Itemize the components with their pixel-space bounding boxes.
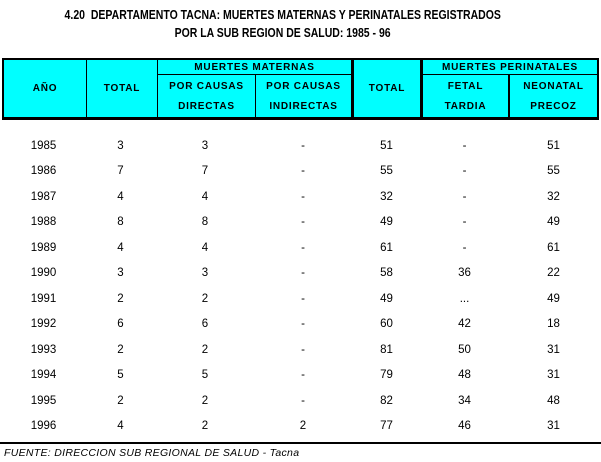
table-cell: 2	[201, 394, 209, 407]
table-cell: 1988	[30, 216, 57, 229]
table-cell: 31	[547, 420, 560, 433]
table-cell: 2	[201, 420, 209, 433]
table-cell: 2	[299, 420, 307, 433]
table-row	[2, 337, 599, 363]
table-row	[2, 133, 599, 159]
table-cell: 58	[380, 267, 393, 280]
title-line-1	[0, 6, 565, 24]
table-row	[2, 363, 599, 389]
table-row	[2, 210, 599, 236]
table-cell: 42	[458, 318, 471, 331]
table-cell: 49	[380, 216, 393, 229]
header-cell-causas-directas	[158, 75, 256, 117]
footer-source-note: FUENTE: DIRECCION SUB REGIONAL DE SALUD - Tacna	[0, 442, 601, 459]
table-cell: 2	[117, 394, 124, 407]
table-cell: 46	[458, 420, 471, 433]
table-cell: 2	[201, 292, 209, 305]
table-cell: 61	[547, 241, 560, 254]
table-cell: 34	[458, 394, 471, 407]
table-cell: 2	[117, 343, 124, 356]
table-cell: 55	[547, 165, 560, 178]
table-cell: 51	[547, 139, 560, 152]
table-cell: 1992	[30, 318, 57, 331]
header-cell-neonatal-precoz	[510, 75, 597, 117]
table-cell: -	[462, 139, 467, 152]
table-cell: 7	[201, 165, 209, 178]
table-row	[2, 388, 599, 414]
header-cell-total-perinatales: TOTAL	[354, 60, 423, 117]
table-cell: 8	[201, 216, 209, 229]
table-cell: 4	[117, 420, 124, 433]
table-cell: 4	[201, 241, 209, 254]
table-cell: 79	[380, 369, 393, 382]
table-row	[2, 261, 599, 287]
table-cell: 49	[547, 292, 560, 305]
table-cell: -	[301, 292, 305, 305]
table-cell: 5	[201, 369, 209, 382]
table-cell: 1996	[30, 420, 57, 433]
table-cell: 5	[117, 369, 124, 382]
table-cell: 18	[547, 318, 560, 331]
table-title	[0, 6, 565, 42]
table-cell: 8	[117, 216, 124, 229]
table-cell: 4	[117, 241, 124, 254]
table-cell: -	[301, 394, 305, 407]
table-cell: 22	[547, 267, 560, 280]
table-cell: 50	[458, 343, 471, 356]
table-cell: 77	[380, 420, 393, 433]
table-cell: -	[301, 216, 305, 229]
table-cell: -	[301, 190, 305, 203]
header-cell-fetal-tardia	[423, 75, 510, 117]
table-cell: -	[301, 241, 305, 254]
table-cell: 31	[547, 343, 560, 356]
header-cell-causas-indirectas-line1: POR CAUSAS	[266, 80, 341, 92]
table-cell: 4	[201, 190, 209, 203]
table-cell: 1994	[30, 369, 57, 382]
table-cell: 3	[117, 139, 124, 152]
table-row	[2, 286, 599, 312]
table-cell: 48	[458, 369, 471, 382]
header-cell-causas-directas-line2: DIRECTAS	[178, 100, 235, 112]
table-cell: -	[301, 343, 305, 356]
table-cell: 1989	[30, 241, 57, 254]
table-row	[2, 312, 599, 338]
header-cell-neonatal-precoz-line1: NEONATAL	[523, 80, 584, 92]
table-cell: -	[462, 216, 467, 229]
header-cell-fetal-tardia-line2: TARDIA	[444, 100, 487, 112]
table-row	[2, 235, 599, 261]
header-group-muertes-maternas: MUERTES MATERNAS	[158, 60, 354, 75]
table-cell: 6	[201, 318, 209, 331]
table-cell: -	[462, 241, 467, 254]
table-cell: -	[301, 267, 305, 280]
header-cell-fetal-tardia-line1: FETAL	[447, 80, 484, 92]
table-row	[2, 184, 599, 210]
header-cell-neonatal-precoz-line2: PRECOZ	[530, 100, 577, 112]
table-cell: 31	[547, 369, 560, 382]
table-cell: 3	[201, 139, 209, 152]
table-cell: -	[301, 318, 305, 331]
table-cell: -	[301, 139, 305, 152]
table-cell: 32	[547, 190, 560, 203]
table-cell: -	[462, 165, 467, 178]
table-cell: 32	[380, 190, 393, 203]
table-cell: 3	[117, 267, 124, 280]
header-cell-causas-directas-line1: POR CAUSAS	[169, 80, 244, 92]
header-cell-ano: AÑO	[4, 60, 87, 117]
table-cell: 82	[380, 394, 393, 407]
table-cell: 61	[380, 241, 393, 254]
table-cell: 49	[380, 292, 393, 305]
title-line-2	[0, 24, 565, 42]
table-cell: 36	[458, 267, 471, 280]
table-cell: 1995	[30, 394, 57, 407]
table-cell: -	[462, 190, 467, 203]
table-cell: 4	[117, 190, 124, 203]
table-cell: 2	[201, 343, 209, 356]
header-cell-causas-indirectas	[256, 75, 354, 117]
header-group-muertes-perinatales: MUERTES PERINATALES	[423, 60, 597, 75]
table-cell: 1993	[30, 343, 57, 356]
table-row	[2, 414, 599, 440]
table-cell: 3	[201, 267, 209, 280]
header-cell-total-maternas: TOTAL	[87, 60, 158, 117]
table-header	[2, 58, 599, 120]
table-cell: 51	[380, 139, 393, 152]
title-line-2-text: POR LA SUB REGION DE SALUD: 1985 - 96	[174, 26, 391, 40]
table-cell: 1991	[30, 292, 57, 305]
table-cell: 1987	[30, 190, 57, 203]
table-cell: 60	[380, 318, 393, 331]
table-cell: 55	[380, 165, 393, 178]
table-body	[2, 122, 599, 439]
table-cell: 1986	[30, 165, 57, 178]
table-cell: 1990	[30, 267, 57, 280]
table-cell: 48	[547, 394, 560, 407]
table-cell: 49	[547, 216, 560, 229]
header-cell-causas-indirectas-line2: INDIRECTAS	[269, 100, 338, 112]
table-cell: 1985	[30, 139, 57, 152]
table-cell: 81	[380, 343, 393, 356]
table-cell: -	[301, 369, 305, 382]
table-cell: ...	[459, 292, 470, 305]
title-line-1-text: 4.20 DEPARTAMENTO TACNA: MUERTES MATERNAS Y PERINATALES REGISTRADOS	[64, 8, 501, 22]
table-cell: 2	[117, 292, 124, 305]
table-row	[2, 159, 599, 185]
table-cell: 7	[117, 165, 124, 178]
table-cell: 6	[117, 318, 124, 331]
table-cell: -	[301, 165, 305, 178]
